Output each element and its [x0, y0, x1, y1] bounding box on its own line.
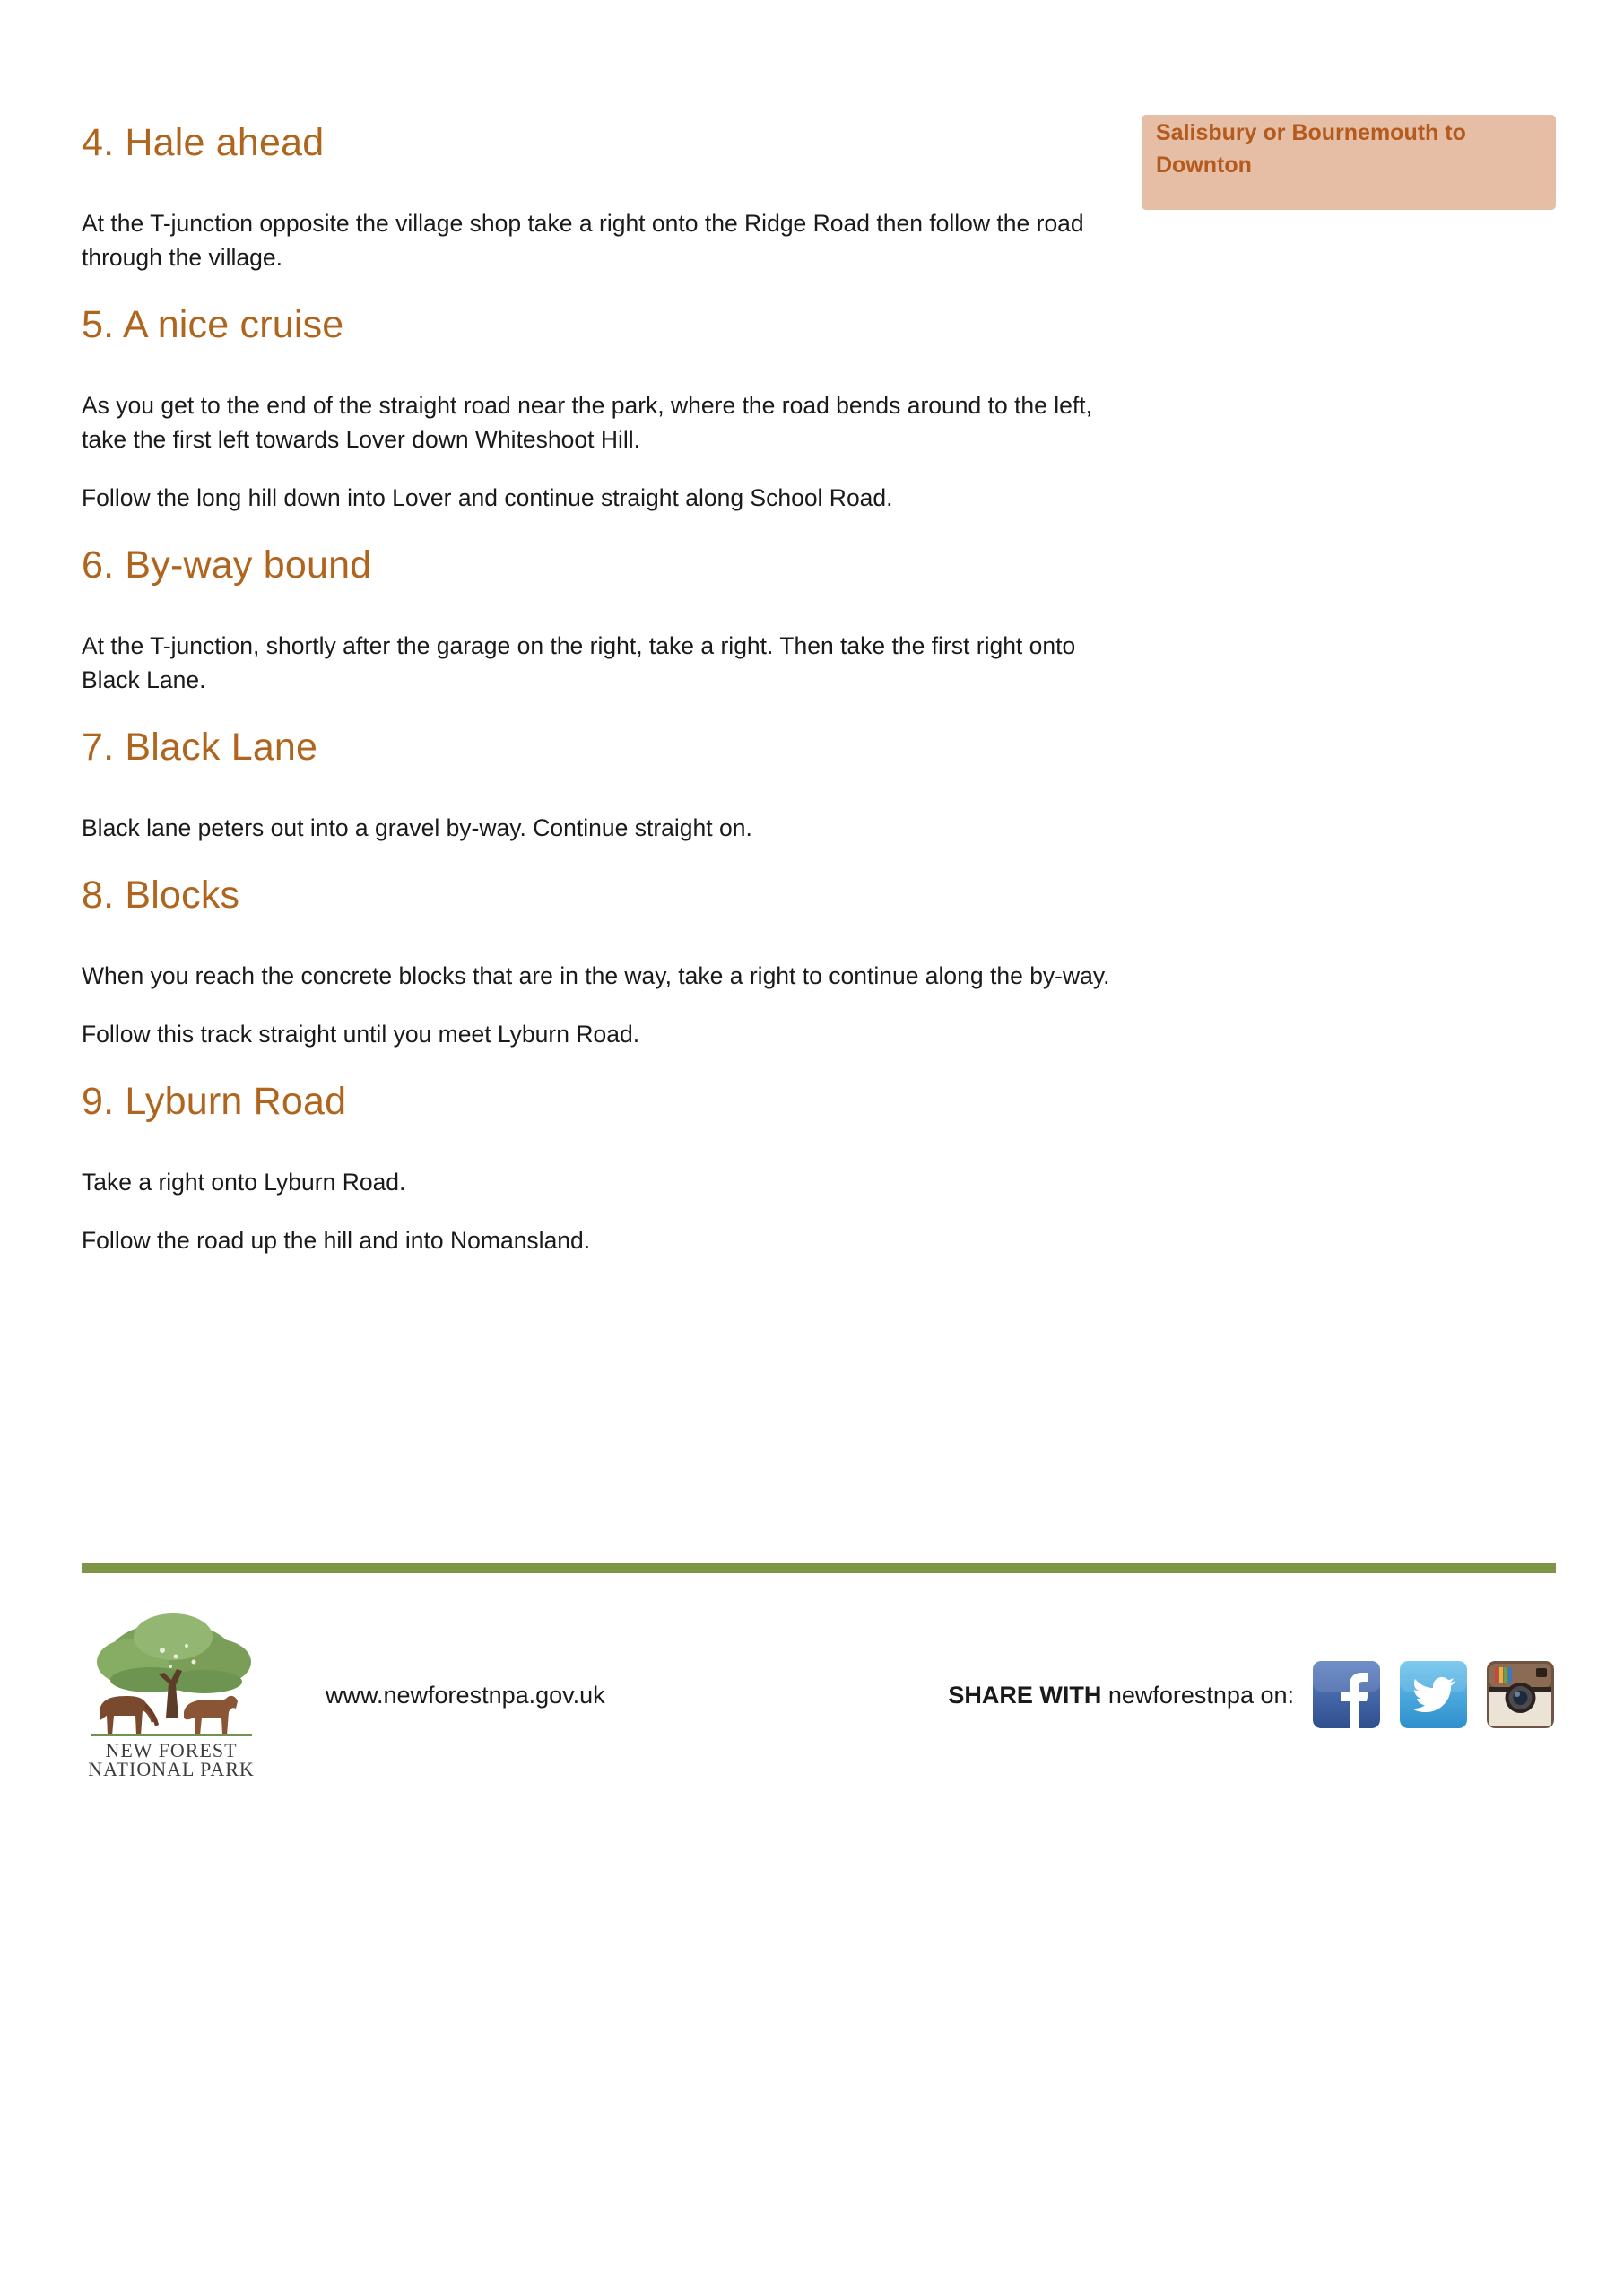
logo-text-line1: NEW FOREST [105, 1739, 238, 1761]
step-7 [82, 721, 1113, 845]
share-prefix: SHARE WITH [948, 1682, 1102, 1709]
step-heading: 6. By-way bound [82, 544, 372, 587]
step-paragraph: Follow the long hill down into Lover and continue straight along School Road. [82, 484, 893, 511]
share-text [948, 1681, 1294, 1709]
new-forest-logo[interactable] [82, 1610, 261, 1789]
tree-and-ponies-icon [83, 1610, 259, 1740]
page-footer [82, 1610, 1556, 1789]
facebook-icon [1313, 1661, 1380, 1728]
instagram-icon [1487, 1661, 1554, 1728]
step-paragraph: When you reach the concrete blocks that are in the way, take a right to continue along the by-way. [82, 962, 1110, 989]
facebook-button[interactable] [1313, 1661, 1380, 1728]
instagram-button[interactable] [1487, 1661, 1554, 1728]
step-paragraph: Follow this track straight until you meet Lyburn Road. [82, 1021, 640, 1048]
twitter-icon [1400, 1661, 1467, 1728]
step-paragraph: At the T-junction opposite the village shop take a right onto the Ridge Road then follow the road through the village. [82, 210, 1084, 271]
twitter-button[interactable] [1400, 1661, 1467, 1728]
step-8 [82, 869, 1113, 1051]
step-paragraph: Black lane peters out into a gravel by-way. Continue straight on. [82, 814, 752, 841]
footer-divider [82, 1563, 1556, 1573]
step-9 [82, 1075, 1113, 1257]
step-heading: 5. A nice cruise [82, 303, 344, 346]
step-heading: 4. Hale ahead [82, 121, 325, 164]
logo-text-line2: NATIONAL PARK [88, 1758, 255, 1780]
step-5 [82, 299, 1113, 515]
step-heading: 9. Lyburn Road [82, 1080, 347, 1123]
directions-content [82, 117, 1113, 1282]
step-4 [82, 117, 1113, 274]
step-6 [82, 539, 1113, 697]
step-paragraph: Follow the road up the hill and into Nomansland. [82, 1227, 591, 1254]
step-paragraph: Take a right onto Lyburn Road. [82, 1169, 406, 1196]
website-link[interactable]: www.newforestnpa.gov.uk [326, 1682, 605, 1709]
step-heading: 7. Black Lane [82, 726, 318, 769]
step-paragraph: As you get to the end of the straight road near the park, where the road bends around to the left, take the first left towards Lover down Whiteshoot Hill. [82, 392, 1092, 453]
route-label: Salisbury or Bournemouth to Downton [1156, 120, 1466, 178]
step-paragraph: At the T-junction, shortly after the garage on the right, take a right. Then take the first right onto Black Lane. [82, 632, 1076, 693]
route-label-box [1142, 115, 1556, 210]
step-heading: 8. Blocks [82, 874, 240, 917]
share-handle: newforestnpa on: [1107, 1682, 1294, 1709]
